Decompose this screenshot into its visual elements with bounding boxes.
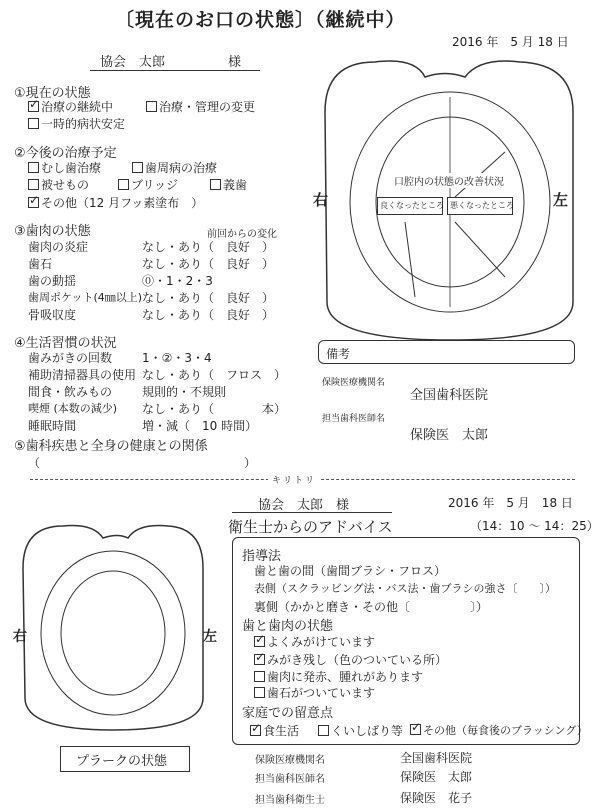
top-date: 2016 年 5 月 18 日 [452,35,569,49]
guidance-1: 歯と歯の間（歯間ブラシ・フロス） [254,564,447,578]
home-item-3: ✓ その他（毎食後のブラッシング） [410,722,588,738]
s3-row-2-label: 歯石 [28,257,53,271]
section3-sub: 前回からの変化 [207,229,277,240]
bad-label: 悪くなったところ [450,201,514,210]
plaque-label: プラークの状態 [76,754,168,769]
s3-row-4-label: 歯周ポケット(4㎜以上) [28,291,143,304]
guidance-head: 指導法 [242,549,282,564]
section5-head: ⑤歯科疾患と全身の健康との関係 [14,439,208,454]
guidance-2: 表側（スクラッビング法・バス法・歯ブラシの強さ〔 〕） [254,582,557,595]
bottom-dentist-label: 担当歯科医師名 [255,774,325,785]
s2-item-5: 義歯 [210,176,247,193]
section2-head: ②今後の治療予定 [14,146,117,161]
section1-head: ①現在の状態 [14,86,91,101]
s2-item-3: 被せもの [28,176,89,193]
s1-item-1: ✓治療の継続中 [28,98,113,115]
home-head: 家庭での留意点 [242,706,334,721]
s3-row-3-value: ⓪・1・2・3 [142,274,213,288]
bottom-patient-underline [232,512,392,513]
s2-item-6: ✓その他（12 月フッ素塗布 ） [28,194,203,211]
cut-label: キリトリ [268,473,320,486]
section5-paren: （ ） [28,456,257,470]
s3-row-3-label: 歯の動揺 [28,274,77,288]
s2-item-4: ブリッジ [118,176,178,193]
s4-row-3-label: 間食・飲みもの [28,385,113,399]
s3-row-5-value: なし・あり（ 良好 ） [142,308,275,322]
bottom-patient: 協会 太郎 様 [258,498,350,513]
s4-row-2-label: 補助清掃器具の使用 [28,368,137,382]
s3-row-5-label: 骨吸収度 [28,308,77,322]
honorific: 様 [228,55,242,70]
dentist-label: 担当歯科医師名 [322,414,386,424]
section4-head: ④生活習慣の状況 [14,336,117,351]
lower-right: 右 [13,629,27,645]
s4-row-4-label: 喫煙 (本数の減少) [28,402,118,415]
s3-row-4-value: なし・あり（ 良好 ） [142,291,275,305]
remarks-box [318,340,575,364]
good-label: 良くなったところ [380,201,444,210]
guidance-3: 裏側（かかと磨き・その他〔 〕） [254,600,489,614]
clinic-name: 全国歯科医院 [410,388,489,403]
s2-item-1: むし歯治療 [28,159,101,176]
gum-head: 歯と歯肉の状態 [242,619,334,634]
s1-item-3: 一時的病状安定 [28,115,125,132]
mouth-diagram-lower [8,518,216,733]
s4-row-2-value: なし・あり（ フロス ） [142,368,287,382]
bottom-clinic-label: 保険医療機関名 [255,755,325,766]
bottom-hyg-label: 担当歯科衛生士 [255,795,325,806]
s4-row-4-value: なし・あり（ 本） [142,402,287,416]
advice-time: （14：10 〜 14：25） [470,519,599,533]
diagram-right: 右 [313,191,329,209]
page-title: 〔現在のお口の状態〕（継続中） [115,9,406,31]
s4-row-5-label: 睡眠時間 [28,419,77,433]
gum-item-1: ✓よくみがけています [254,633,375,650]
clinic-label: 保険医療機関名 [322,378,386,388]
s3-row-1-value: なし・あり（ 良好 ） [142,240,275,254]
gum-item-2: ✓みがき残し（色のついている所） [254,651,447,668]
bottom-clinic: 全国歯科医院 [400,751,473,765]
home-item-2: くいしばり等 [318,722,403,739]
remarks-label: 備考 [326,347,351,361]
s3-row-2-value: なし・あり（ 良好 ） [142,257,275,271]
diagram-center-label: 口腔内の状態の改善状況 [394,173,504,188]
bottom-dentist: 保険医 太郎 [400,770,473,784]
lower-left: 左 [203,629,217,645]
advice-title: 衛生士からのアドバイス [228,518,393,536]
bottom-date: 2016 年 5 月 18 日 [448,496,573,510]
s2-item-2: 歯周病の治療 [132,159,217,176]
s4-row-3-value: 規則的・不規則 [142,385,227,399]
s4-row-1-value: 1・②・3・4 [142,351,212,365]
name-underline [90,70,260,71]
bottom-hyg: 保険医 花子 [400,791,473,805]
gum-item-4: 歯石がついています [254,684,375,701]
home-item-1: ✓食生活 [250,722,299,739]
s4-row-1-label: 歯みがきの回数 [28,351,113,365]
dentist-name: 保険医 太郎 [410,428,489,443]
s3-row-1-label: 歯肉の炎症 [28,240,89,254]
diagram-left: 左 [553,191,569,209]
section3-head: ③歯肉の状態 [14,224,91,239]
gum-item-3: 歯肉に発赤、腫れがあります [254,668,423,685]
patient-name: 協会 太郎 [100,55,166,70]
s1-item-2: 治療・管理の変更 [146,98,255,115]
s4-row-5-value: 増・減（ 10 時間） [142,419,258,433]
